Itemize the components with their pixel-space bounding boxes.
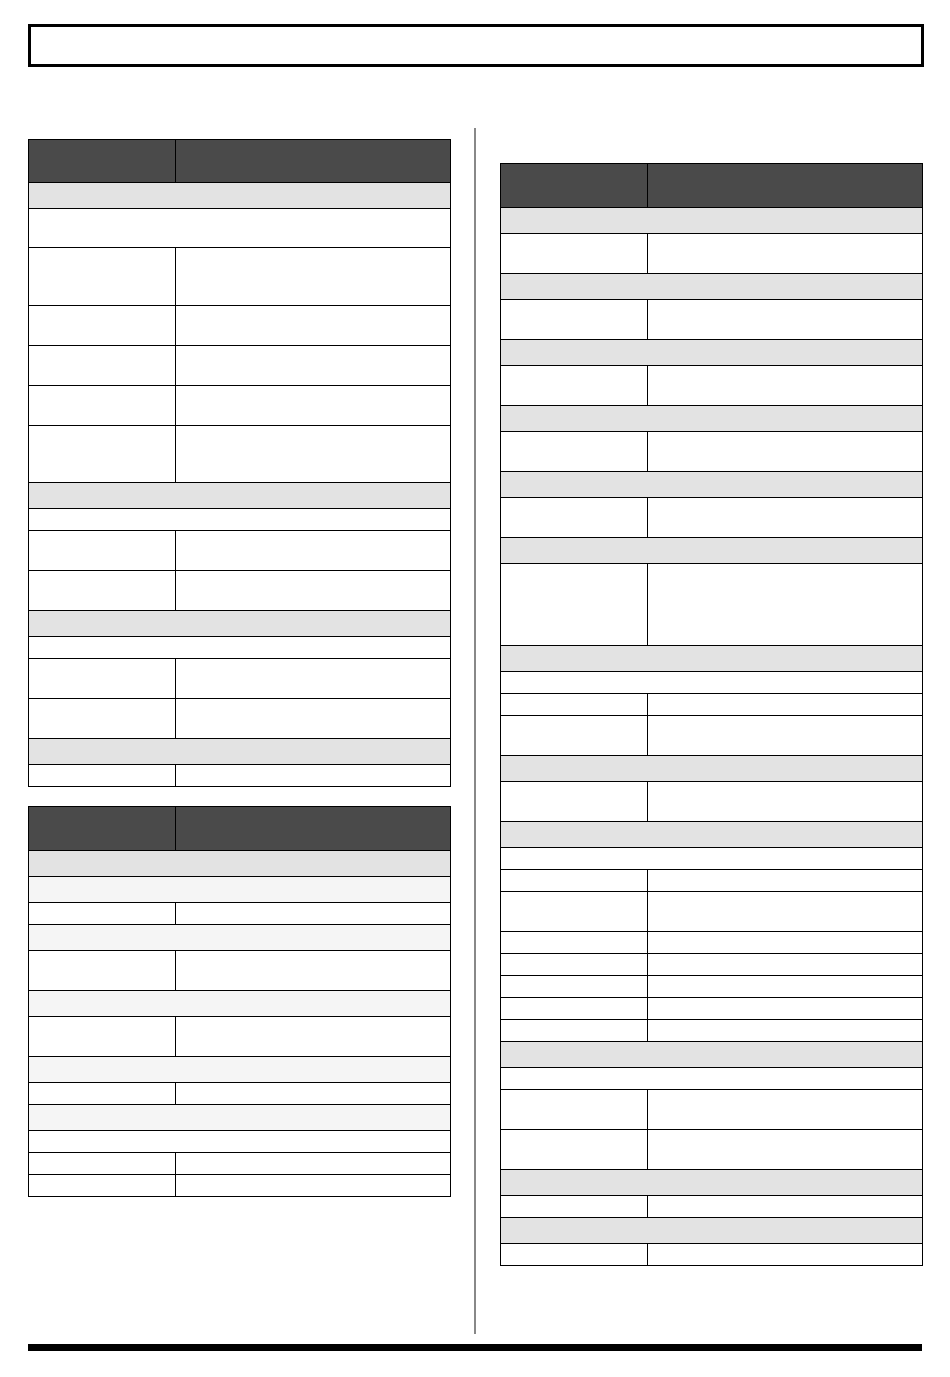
value-cell — [176, 531, 451, 571]
table-header-row — [501, 164, 923, 208]
header-cell-description — [648, 164, 923, 208]
parameter-cell — [29, 1153, 176, 1175]
parameter-cell — [501, 998, 648, 1020]
parameter-cell — [501, 1196, 648, 1218]
section-heading-cell — [501, 646, 923, 672]
value-cell — [176, 346, 451, 386]
value-cell — [176, 248, 451, 306]
table-row — [501, 234, 923, 274]
parameter-cell — [29, 903, 176, 925]
table-row — [501, 782, 923, 822]
table-row — [29, 765, 451, 787]
parameter-cell — [29, 571, 176, 611]
section-heading-cell — [29, 991, 451, 1017]
section-heading-row — [501, 208, 923, 234]
section-heading-row — [501, 1170, 923, 1196]
table-row — [501, 694, 923, 716]
note-row — [29, 1131, 451, 1153]
section-heading-row — [29, 183, 451, 209]
parameter-cell — [501, 976, 648, 998]
section-heading-row — [29, 483, 451, 509]
value-cell — [648, 432, 923, 472]
value-cell — [648, 1244, 923, 1266]
table-row — [501, 300, 923, 340]
table-row — [29, 659, 451, 699]
parameter-cell — [29, 426, 176, 483]
parameter-cell — [501, 954, 648, 976]
parameter-cell — [29, 386, 176, 426]
section-heading-row — [501, 756, 923, 782]
parameter-cell — [501, 564, 648, 646]
subsection-heading-row — [29, 991, 451, 1017]
section-heading-row — [501, 646, 923, 672]
section-heading-cell — [29, 1057, 451, 1083]
note-row — [501, 1068, 923, 1090]
value-cell — [176, 426, 451, 483]
table-row — [501, 564, 923, 646]
note-row — [501, 672, 923, 694]
value-cell — [648, 694, 923, 716]
value-cell — [648, 932, 923, 954]
page-title-box — [28, 24, 924, 67]
table-row — [29, 699, 451, 739]
section-heading-cell — [501, 1218, 923, 1244]
table-header-row — [29, 140, 451, 183]
table-row — [501, 1196, 923, 1218]
header-cell-description — [176, 140, 451, 183]
parameter-cell — [501, 892, 648, 932]
note-row — [501, 848, 923, 870]
table-row — [501, 432, 923, 472]
value-cell — [176, 659, 451, 699]
note-row — [29, 637, 451, 659]
section-heading-cell — [501, 1042, 923, 1068]
section-heading-row — [501, 538, 923, 564]
section-heading-row — [501, 1218, 923, 1244]
section-heading-cell — [29, 877, 451, 903]
table-row — [501, 1244, 923, 1266]
subsection-heading-row — [29, 1057, 451, 1083]
table-row — [29, 1017, 451, 1057]
note-cell — [29, 1131, 451, 1153]
value-cell — [176, 1083, 451, 1105]
value-cell — [648, 234, 923, 274]
value-cell — [648, 998, 923, 1020]
table-row — [29, 951, 451, 991]
note-cell — [29, 509, 451, 531]
spec-table-left-bottom — [28, 806, 451, 1197]
value-cell — [648, 870, 923, 892]
section-heading-cell — [29, 611, 451, 637]
table-row — [29, 248, 451, 306]
table-row — [501, 1090, 923, 1130]
section-heading-row — [29, 739, 451, 765]
table-row — [29, 426, 451, 483]
parameter-cell — [29, 346, 176, 386]
value-cell — [176, 699, 451, 739]
value-cell — [648, 954, 923, 976]
table-row — [501, 998, 923, 1020]
value-cell — [648, 300, 923, 340]
value-cell — [648, 1020, 923, 1042]
parameter-cell — [29, 765, 176, 787]
parameter-cell — [29, 1083, 176, 1105]
table-row — [29, 1083, 451, 1105]
parameter-cell — [501, 300, 648, 340]
spec-table-right — [500, 163, 923, 1266]
table-row — [29, 386, 451, 426]
subsection-heading-row — [29, 925, 451, 951]
table-row — [29, 306, 451, 346]
parameter-cell — [29, 951, 176, 991]
parameter-cell — [501, 1090, 648, 1130]
column-divider — [474, 128, 476, 1334]
value-cell — [176, 903, 451, 925]
section-heading-cell — [501, 208, 923, 234]
parameter-cell — [501, 432, 648, 472]
parameter-cell — [501, 366, 648, 406]
table-row — [29, 571, 451, 611]
section-heading-cell — [501, 756, 923, 782]
value-cell — [176, 1153, 451, 1175]
parameter-cell — [501, 1020, 648, 1042]
parameter-cell — [501, 234, 648, 274]
note-cell — [501, 672, 923, 694]
parameter-cell — [29, 531, 176, 571]
value-cell — [648, 564, 923, 646]
table-row — [501, 932, 923, 954]
section-heading-cell — [501, 340, 923, 366]
section-heading-cell — [501, 274, 923, 300]
value-cell — [648, 366, 923, 406]
table-row — [501, 1020, 923, 1042]
table-row — [501, 498, 923, 538]
value-cell — [648, 1130, 923, 1170]
table-row — [501, 870, 923, 892]
parameter-cell — [29, 659, 176, 699]
value-cell — [176, 765, 451, 787]
spec-table-left-top — [28, 139, 451, 787]
header-cell-description — [176, 807, 451, 851]
parameter-cell — [29, 1175, 176, 1197]
note-cell — [501, 848, 923, 870]
section-heading-cell — [29, 851, 451, 877]
table-row — [501, 892, 923, 932]
footer-rule — [28, 1344, 922, 1351]
section-heading-cell — [29, 183, 451, 209]
parameter-cell — [501, 932, 648, 954]
table-row — [501, 1130, 923, 1170]
section-heading-row — [501, 274, 923, 300]
section-heading-cell — [29, 925, 451, 951]
parameter-cell — [29, 248, 176, 306]
table-row — [501, 716, 923, 756]
table-row — [29, 346, 451, 386]
note-cell — [501, 1068, 923, 1090]
table-row — [29, 1153, 451, 1175]
subsection-heading-row — [29, 877, 451, 903]
value-cell — [648, 1090, 923, 1130]
parameter-cell — [29, 306, 176, 346]
parameter-cell — [501, 1130, 648, 1170]
table-row — [501, 954, 923, 976]
section-heading-row — [501, 406, 923, 432]
note-row — [29, 509, 451, 531]
section-heading-row — [501, 472, 923, 498]
note-cell — [29, 637, 451, 659]
value-cell — [648, 716, 923, 756]
value-cell — [176, 306, 451, 346]
value-cell — [648, 498, 923, 538]
section-heading-row — [29, 851, 451, 877]
section-heading-row — [501, 1042, 923, 1068]
value-cell — [648, 976, 923, 998]
table-row — [501, 366, 923, 406]
parameter-cell — [501, 1244, 648, 1266]
header-cell-parameter — [29, 140, 176, 183]
value-cell — [176, 951, 451, 991]
section-heading-cell — [501, 472, 923, 498]
value-cell — [176, 1175, 451, 1197]
parameter-cell — [29, 699, 176, 739]
table-row — [29, 903, 451, 925]
note-cell — [29, 209, 451, 248]
section-heading-row — [29, 611, 451, 637]
parameter-cell — [501, 716, 648, 756]
table-row — [29, 531, 451, 571]
value-cell — [648, 782, 923, 822]
section-heading-cell — [501, 1170, 923, 1196]
parameter-cell — [29, 1017, 176, 1057]
parameter-cell — [501, 870, 648, 892]
table-row — [501, 976, 923, 998]
table-header-row — [29, 807, 451, 851]
parameter-cell — [501, 782, 648, 822]
subsection-heading-row — [29, 1105, 451, 1131]
section-heading-cell — [501, 538, 923, 564]
header-cell-parameter — [29, 807, 176, 851]
value-cell — [648, 1196, 923, 1218]
section-heading-cell — [29, 739, 451, 765]
section-heading-row — [501, 822, 923, 848]
section-heading-cell — [501, 406, 923, 432]
parameter-cell — [501, 498, 648, 538]
value-cell — [176, 386, 451, 426]
parameter-cell — [501, 694, 648, 716]
section-heading-row — [501, 340, 923, 366]
note-row — [29, 209, 451, 248]
section-heading-cell — [29, 1105, 451, 1131]
value-cell — [176, 571, 451, 611]
section-heading-cell — [29, 483, 451, 509]
table-row — [29, 1175, 451, 1197]
header-cell-parameter — [501, 164, 648, 208]
section-heading-cell — [501, 822, 923, 848]
value-cell — [176, 1017, 451, 1057]
value-cell — [648, 892, 923, 932]
